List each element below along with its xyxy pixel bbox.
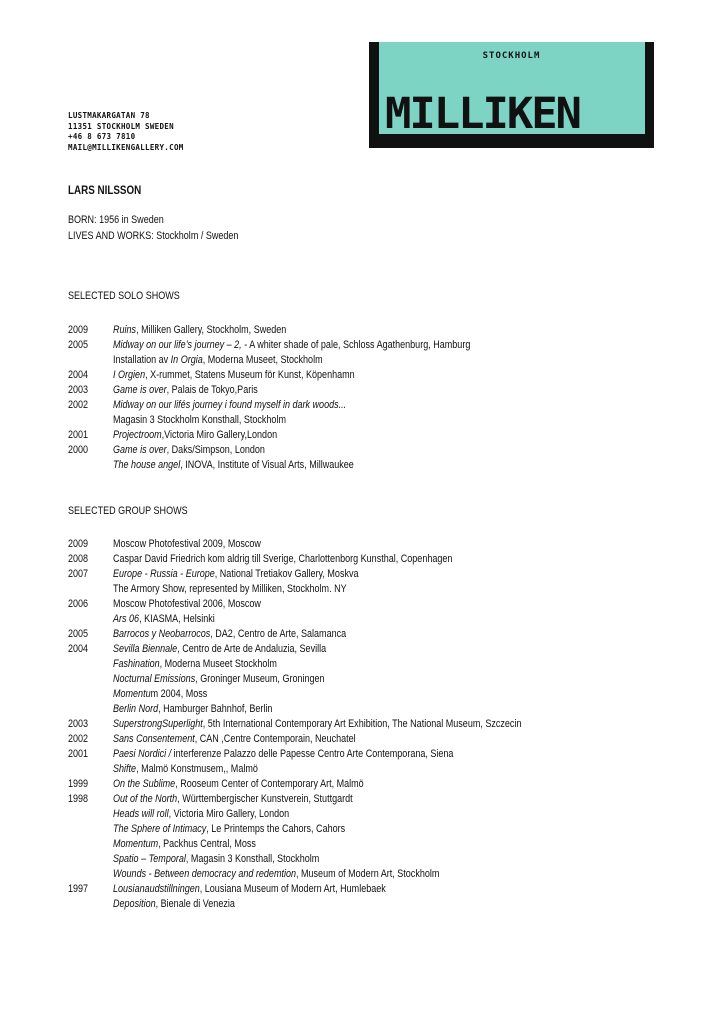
artist-born: BORN: 1956 in Sweden [68,214,164,226]
exhibition-venue: , Victoria Miro Gallery, London [168,808,290,820]
exhibition-venue: , Groninger Museum, Groningen [195,673,325,685]
group-shows-heading: SELECTED GROUP SHOWS [68,505,188,517]
gallery-address [68,111,184,153]
exhibition-title: Game is over [113,384,167,396]
exhibition-title: Shifte [113,763,137,775]
exhibition-venue: interferenze Palazzo delle Papesse Centro Arte Contemporana, Siena [171,748,454,760]
exhibition-text [113,778,364,790]
exhibition-prefix: Installation av [113,354,171,366]
exhibition-text [113,673,325,685]
exhibition-venue: - A whiter shade of pale, Schloss Agathenburg, Hamburg [241,339,471,351]
exhibition-title: Spatio – Temporal [113,853,186,865]
exhibition-year: 2008 [68,553,89,565]
exhibition-text [113,414,286,426]
exhibition-year: 2003 [68,384,89,396]
exhibition-year: 1998 [68,793,89,805]
exhibition-venue: , Bienale di Venezia [155,898,235,910]
exhibition-venue: , Hamburger Bahnhof, Berlin [158,703,273,715]
exhibition-year: 2003 [68,718,89,730]
exhibition-text [113,444,265,456]
exhibition-title: Lousianaudstillningen [113,883,200,895]
exhibition-text [113,868,439,880]
exhibition-year: 2009 [68,324,89,336]
artist-lives: LIVES AND WORKS: Stockholm / Sweden [68,230,239,242]
exhibition-text [113,733,356,745]
exhibition-venue: , Milliken Gallery, Stockholm, Sweden [136,324,287,336]
milliken-logo [369,42,654,148]
artist-name: LARS NILSSON [68,183,142,197]
exhibition-text [113,718,521,730]
exhibition-title: Sevilla Biennale [113,643,178,655]
exhibition-venue: , Rooseum Center of Contemporary Art, Malmö [175,778,364,790]
exhibition-text [113,688,207,700]
exhibition-text [113,793,353,805]
exhibition-year: 2001 [68,748,89,760]
exhibition-year: 2005 [68,628,89,640]
exhibition-text [113,838,256,850]
exhibition-year: 2000 [68,444,89,456]
exhibition-venue: Magasin 3 Stockholm Konsthall, Stockholm [113,414,286,426]
address-city: 11351 STOCKHOLM SWEDEN [68,121,174,131]
exhibition-text [113,354,323,366]
exhibition-venue: , 5th International Contemporary Art Exhibition, The National Museum, Szczecin [202,718,522,730]
exhibition-venue: , INOVA, Institute of Visual Arts, Millwaukee [180,459,354,471]
exhibition-text [113,553,452,565]
exhibition-year: 2002 [68,399,89,411]
exhibition-text [113,808,289,820]
exhibition-text [113,763,258,775]
exhibition-title: Sans Consentement [113,733,195,745]
exhibition-text [113,823,345,835]
address-email: MAIL@MILLIKENGALLERY.COM [68,142,184,152]
exhibition-title: Projectroom [113,429,162,441]
exhibition-text [113,853,319,865]
exhibition-title: Paesi Nordici / [113,748,172,760]
exhibition-text [113,459,354,471]
exhibition-venue: ,Victoria Miro Gallery,London [161,429,278,441]
exhibition-venue: , Württembergischer Kunstverein, Stuttgardt [177,793,353,805]
exhibition-venue: The Armory Show, represented by Milliken, Stockholm. NY [113,583,347,595]
exhibition-title: Barrocos y Neobarrocos [113,628,211,640]
exhibition-title: Wounds - Between democracy and redemtion [113,868,297,880]
exhibition-venue: , Moderna Museet Stockholm [159,658,277,670]
exhibition-year: 2006 [68,598,89,610]
exhibition-text [113,613,215,625]
exhibition-venue: , Le Printemps the Cahors, Cahors [206,823,346,835]
exhibition-title: Ruins [113,324,137,336]
exhibition-venue: Caspar David Friedrich kom aldrig till Sverige, Charlottenborg Kunsthal, Copenhagen [113,553,453,565]
exhibition-title: Game is over [113,444,167,456]
exhibition-year: 2004 [68,643,89,655]
exhibition-title: SuperstrongSuperlight [113,718,203,730]
exhibition-venue: , Daks/Simpson, London [166,444,265,456]
exhibition-title: I Orgien [113,369,146,381]
exhibition-title: Midway on our life’s journey – 2, [113,339,242,351]
address-street: LUSTMAKARGATAN 78 [68,111,150,120]
exhibition-title: Midway on our lifés journey i found myself in dark woods... [113,399,347,411]
exhibition-venue: m 2004, Moss [150,688,208,700]
exhibition-text [113,568,358,580]
exhibition-text [113,898,235,910]
exhibition-text [113,658,277,670]
exhibition-text [113,399,346,411]
exhibition-text [113,598,261,610]
exhibition-venue: , X-rummet, Statens Museum för Kunst, Köpenhamn [145,369,355,381]
exhibition-text [113,324,286,336]
exhibition-title: The house angel [113,459,181,471]
exhibition-text [113,339,470,351]
exhibition-title: Fashination [113,658,160,670]
exhibition-venue: , Museum of Modern Art, Stockholm [296,868,440,880]
exhibition-title: Heads will roll [113,808,169,820]
exhibition-venue: , National Tretiakov Gallery, Moskva [214,568,359,580]
exhibition-title: Deposition [113,898,156,910]
solo-shows-heading: SELECTED SOLO SHOWS [68,290,180,302]
exhibition-year: 2004 [68,369,89,381]
exhibition-text [113,628,346,640]
exhibition-text [113,748,453,760]
exhibition-year: 2002 [68,733,89,745]
exhibition-year: 2005 [68,339,89,351]
exhibition-venue: , Palais de Tokyo,Paris [166,384,258,396]
exhibition-title: Europe - Russia - Europe [113,568,215,580]
logo-wordmark: MILLIKEN [385,89,580,139]
exhibition-venue: , KIASMA, Helsinki [139,613,215,625]
exhibition-venue: , DA2, Centro de Arte, Salamanca [210,628,347,640]
exhibition-title: Momentum [113,838,159,850]
exhibition-text [113,538,261,550]
exhibition-venue: , Moderna Museet, Stockholm [202,354,323,366]
exhibition-venue: , CAN ,Centre Contemporain, Neuchatel [194,733,356,745]
exhibition-text [113,703,272,715]
logo-city: STOCKHOLM [482,51,541,61]
exhibition-text [113,883,386,895]
address-phone: +46 8 673 7810 [68,132,136,141]
exhibition-text [113,583,347,595]
exhibition-year: 1999 [68,778,89,790]
exhibition-title: Momentu [113,688,151,700]
exhibition-venue: , Centro de Arte de Andaluzia, Sevilla [177,643,327,655]
exhibition-title: Out of the North [113,793,178,805]
exhibition-title: Nocturnal Emissions [113,673,196,685]
exhibition-venue: , Magasin 3 Konsthall, Stockholm [185,853,320,865]
exhibition-title: The Sphere of Intimacy [113,823,207,835]
exhibition-text [113,384,258,396]
exhibition-title: Berlin Nord [113,703,159,715]
exhibition-venue: Moscow Photofestival 2009, Moscow [113,538,261,550]
exhibition-venue: , Packhus Central, Moss [158,838,256,850]
exhibition-title: Ars 06 [113,613,140,625]
exhibition-year: 2001 [68,429,89,441]
exhibition-title: In Orgia [170,354,203,366]
exhibition-venue: , Malmö Konstmusem,, Malmö [136,763,258,775]
exhibition-text [113,369,355,381]
exhibition-venue: , Lousiana Museum of Modern Art, Humlebaek [199,883,386,895]
exhibition-year: 2007 [68,568,89,580]
exhibition-text [113,643,326,655]
exhibition-year: 2009 [68,538,89,550]
exhibition-venue: Moscow Photofestival 2006, Moscow [113,598,261,610]
exhibition-title: On the Sublime [113,778,176,790]
exhibition-text [113,429,277,441]
exhibition-year: 1997 [68,883,89,895]
